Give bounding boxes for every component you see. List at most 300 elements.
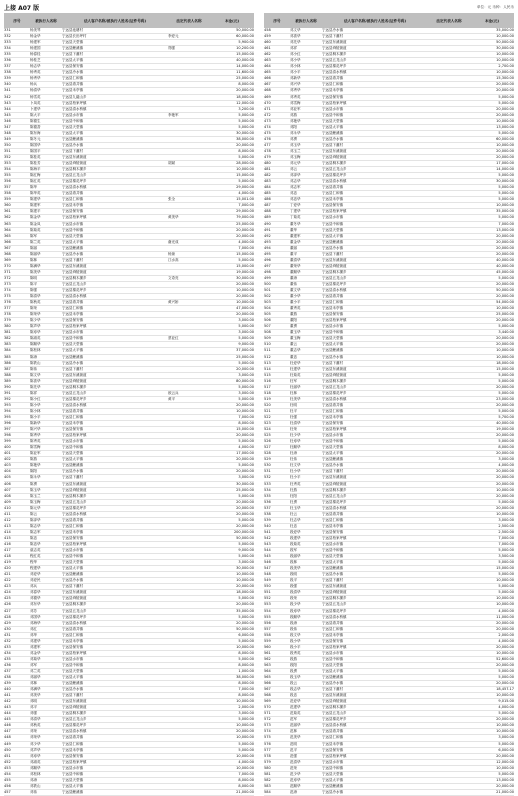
cell-party: 宁远县湾井镇 bbox=[322, 511, 343, 516]
cell-representative bbox=[168, 506, 210, 511]
cell-representative bbox=[428, 705, 470, 710]
cell-amount: 20,000.00 bbox=[236, 312, 254, 317]
cell-amount: 15,000.00 bbox=[236, 173, 254, 178]
cell-no: 581 bbox=[264, 771, 271, 776]
cell-name: 陈玉兰 bbox=[30, 493, 41, 498]
cell-name: 杜强 bbox=[290, 415, 297, 419]
cell-amount: 10,000.00 bbox=[496, 723, 514, 728]
cell-party: 宁远县天堂镇 bbox=[62, 40, 83, 45]
cell-amount: 14,000.00 bbox=[496, 167, 514, 172]
header-no: 序号 bbox=[273, 18, 281, 23]
cell-name: 陈平 bbox=[30, 281, 37, 286]
cell-party: 宁远县太平镇 bbox=[322, 668, 343, 673]
cell-no: 349 bbox=[4, 136, 11, 141]
cell-no: 372 bbox=[4, 275, 11, 280]
cell-name: 段少华 bbox=[290, 602, 301, 607]
cell-name: 邓秋英 bbox=[30, 723, 41, 728]
cell-representative: 张全 bbox=[168, 197, 175, 202]
cell-representative bbox=[168, 621, 210, 626]
cell-amount: 47,000.00 bbox=[236, 306, 254, 311]
cell-representative bbox=[428, 475, 470, 480]
cell-no: 414 bbox=[4, 529, 11, 534]
cell-amount: 5,000.00 bbox=[238, 179, 254, 184]
cell-party: 宁远县下灌村 bbox=[322, 578, 343, 583]
cell-no: 342 bbox=[4, 94, 11, 99]
cell-party: 宁远县柏家坪镇 bbox=[62, 215, 87, 220]
cell-name: 陈小红 bbox=[30, 396, 41, 401]
cell-representative bbox=[168, 107, 210, 112]
cell-representative bbox=[168, 385, 210, 390]
cell-amount: 5,000.00 bbox=[238, 336, 254, 341]
cell-amount: 5,000.00 bbox=[498, 94, 514, 99]
cell-no: 338 bbox=[4, 70, 11, 75]
cell-name: 杜美华 bbox=[290, 396, 301, 401]
cell-party: 宁远县五龙山乡 bbox=[322, 711, 347, 716]
cell-amount: 30,000.00 bbox=[236, 566, 254, 571]
cell-representative bbox=[168, 403, 210, 408]
cell-no: 335 bbox=[4, 52, 11, 57]
cell-amount: 5,000.00 bbox=[498, 590, 514, 595]
cell-representative bbox=[168, 76, 210, 81]
cell-amount: 7,000.00 bbox=[238, 771, 254, 776]
cell-representative bbox=[428, 500, 470, 505]
cell-amount: 40,000.00 bbox=[496, 257, 514, 262]
cell-amount: 13,000.00 bbox=[496, 124, 514, 129]
cell-amount: 10,000.00 bbox=[496, 203, 514, 208]
cell-name: 陈淑英 bbox=[30, 336, 41, 341]
cell-name: 邓芳 bbox=[30, 608, 37, 613]
cell-no: 583 bbox=[264, 783, 271, 788]
cell-party: 宁远县仁和镇 bbox=[322, 300, 343, 305]
cell-amount: 17,000.00 bbox=[236, 451, 254, 456]
cell-no: 433 bbox=[4, 644, 11, 649]
cell-amount: 12,000.00 bbox=[496, 759, 514, 764]
cell-name: 范平 bbox=[290, 747, 297, 752]
cell-party: 宁远县桐木漯乡 bbox=[322, 378, 347, 383]
cell-no: 383 bbox=[4, 342, 11, 347]
cell-name: 段云 bbox=[290, 681, 297, 686]
cell-no: 423 bbox=[4, 584, 11, 589]
cell-no: 538 bbox=[264, 511, 271, 516]
cell-no: 526 bbox=[264, 439, 271, 444]
cell-amount: 40,000.00 bbox=[496, 263, 514, 268]
cell-representative bbox=[168, 143, 210, 148]
header-representative: 法定代表人名称 bbox=[176, 18, 202, 23]
cell-amount: 2,500.00 bbox=[498, 529, 514, 534]
cell-name: 邓声华 bbox=[30, 747, 41, 752]
cell-representative bbox=[428, 651, 470, 656]
cell-amount: 18,000.00 bbox=[496, 360, 514, 365]
cell-name: 陈铁山 bbox=[30, 360, 41, 365]
cell-representative bbox=[168, 512, 210, 517]
cell-party: 宁远县保安镇 bbox=[322, 638, 343, 643]
cell-representative bbox=[428, 34, 470, 39]
cell-party: 宁远县天堂镇 bbox=[322, 336, 343, 341]
cell-amount: 20,000.00 bbox=[496, 82, 514, 87]
cell-representative: 黄平 bbox=[168, 396, 175, 401]
header-party: 法人客户名称/被执行人姓名(证件号码) bbox=[343, 18, 407, 23]
cell-amount: 25,000.00 bbox=[236, 487, 254, 492]
cell-amount: 20,000.00 bbox=[496, 239, 514, 244]
cell-name: 邓明 bbox=[30, 699, 37, 704]
cell-party: 宁远县湾井镇 bbox=[62, 735, 83, 740]
cell-party: 宁远县禾亭镇 bbox=[62, 638, 83, 643]
unit-currency-note: 单位：元 币种：人民币 bbox=[476, 5, 514, 9]
cell-name: 陈小林 bbox=[30, 408, 41, 413]
cell-party: 宁远县舜陵街道 bbox=[322, 154, 347, 159]
cell-party: 宁远县棉花坪乡 bbox=[322, 281, 347, 286]
cell-representative bbox=[428, 64, 470, 69]
cell-party: 宁远县湾井镇 bbox=[62, 300, 83, 305]
cell-name: 杜阳 bbox=[290, 493, 297, 498]
cell-name: 邓元华 bbox=[290, 161, 301, 166]
cell-no: 409 bbox=[4, 499, 11, 504]
cell-party: 宁远县仁和镇 bbox=[62, 632, 83, 637]
cell-no: 472 bbox=[264, 112, 271, 117]
cell-party: 宁远县中和镇 bbox=[322, 112, 343, 117]
cell-no: 521 bbox=[264, 408, 271, 413]
cell-name: 陈秀英 bbox=[30, 439, 41, 444]
cell-party: 宁远县柏家坪镇 bbox=[322, 753, 347, 758]
cell-party: 宁远县中和镇 bbox=[322, 656, 343, 661]
cell-amount: 20,000.00 bbox=[236, 499, 254, 504]
cell-amount: 7,000.00 bbox=[238, 687, 254, 692]
cell-amount: 5,000.00 bbox=[238, 439, 254, 444]
cell-party: 宁远县鲤溪镇 bbox=[322, 457, 343, 462]
cell-no: 470 bbox=[264, 100, 271, 105]
cell-party: 宁远县清水桥镇 bbox=[322, 179, 347, 184]
cell-name: 段志华 bbox=[290, 687, 301, 692]
cell-no: 370 bbox=[4, 263, 11, 268]
cell-party: 宁远县清水桥镇 bbox=[322, 396, 347, 401]
cell-no: 490 bbox=[264, 221, 271, 226]
cell-party: 宁远县棉花坪乡 bbox=[322, 390, 347, 395]
cell-party: 宁远县下灌村 bbox=[322, 142, 343, 147]
cell-amount: 10,000.00 bbox=[496, 487, 514, 492]
cell-representative bbox=[428, 482, 470, 487]
cell-party: 宁远县中和镇 bbox=[322, 221, 343, 226]
cell-no: 390 bbox=[4, 384, 11, 389]
cell-amount: 20,000.00 bbox=[236, 584, 254, 589]
cell-no: 340 bbox=[4, 82, 11, 87]
cell-name: 邓爱民 bbox=[30, 578, 41, 583]
cell-amount: 20,000.00 bbox=[236, 505, 254, 510]
cell-name: 邓顺华 bbox=[30, 765, 41, 770]
cell-no: 495 bbox=[264, 251, 271, 256]
cell-representative bbox=[168, 542, 210, 547]
cell-party: 宁远县冷水镇 bbox=[62, 687, 83, 692]
cell-amount: 3,000.00 bbox=[238, 560, 254, 565]
cell-no: 385 bbox=[4, 354, 11, 359]
cell-amount: 10,000.00 bbox=[236, 723, 254, 728]
cell-representative bbox=[168, 494, 210, 499]
cell-name: 董燕 bbox=[290, 312, 297, 317]
cell-no: 452 bbox=[4, 759, 11, 764]
cell-representative bbox=[428, 639, 470, 644]
cell-name: 陈大平 bbox=[30, 112, 41, 117]
cell-party: 宁远县湾井镇 bbox=[322, 729, 343, 734]
cell-party: 宁远县中和镇 bbox=[62, 336, 83, 341]
cell-representative bbox=[428, 469, 470, 474]
cell-party: 宁远县冷水镇 bbox=[322, 245, 343, 250]
cell-party: 宁远县鲤溪镇 bbox=[322, 239, 343, 244]
cell-amount: 5,000.00 bbox=[498, 390, 514, 395]
cell-no: 565 bbox=[264, 675, 271, 680]
page-header bbox=[4, 3, 514, 13]
cell-no: 365 bbox=[4, 233, 11, 238]
cell-representative bbox=[428, 222, 470, 227]
cell-party: 宁远县五龙山乡 bbox=[62, 173, 87, 178]
cell-representative bbox=[428, 173, 470, 178]
cell-representative bbox=[428, 258, 470, 263]
cell-no: 561 bbox=[264, 650, 271, 655]
cell-no: 549 bbox=[264, 578, 271, 583]
cell-party: 宁远县柏家坪镇 bbox=[322, 644, 347, 649]
cell-representative bbox=[428, 288, 470, 293]
cell-name: 范菊英 bbox=[290, 711, 301, 716]
cell-no: 578 bbox=[264, 753, 271, 758]
cell-amount: 5,000.00 bbox=[238, 124, 254, 129]
cell-name: 丁建华 bbox=[290, 209, 301, 214]
cell-party: 宁远县太平镇 bbox=[62, 239, 83, 244]
cell-no: 534 bbox=[264, 487, 271, 492]
cell-name: 董秀英 bbox=[290, 306, 301, 311]
cell-party: 宁远县东溪街道 bbox=[322, 475, 347, 480]
cell-amount: 5,000.00 bbox=[238, 257, 254, 262]
cell-no: 454 bbox=[4, 771, 11, 776]
cell-no: 511 bbox=[264, 348, 271, 353]
cell-name: 陈云 bbox=[30, 511, 37, 516]
cell-party: 宁远县天堂镇 bbox=[62, 560, 83, 565]
cell-party: 宁远县鲤溪镇 bbox=[322, 130, 343, 135]
cell-amount: 4,000.00 bbox=[238, 759, 254, 764]
cell-amount: 5,000.00 bbox=[498, 560, 514, 565]
cell-name: 董云 bbox=[290, 342, 297, 347]
cell-amount: 25,000.00 bbox=[236, 221, 254, 226]
cell-name: 邓东华 bbox=[30, 602, 41, 607]
cell-no: 391 bbox=[4, 390, 11, 395]
cell-representative bbox=[428, 88, 470, 93]
cell-amount: 52,600.00 bbox=[496, 656, 514, 661]
cell-name: 范少华 bbox=[290, 771, 301, 776]
cell-no: 492 bbox=[264, 233, 271, 238]
cell-no: 427 bbox=[4, 608, 11, 613]
cell-amount: 20,000.00 bbox=[496, 245, 514, 250]
table-column-right bbox=[264, 13, 514, 794]
cell-representative bbox=[168, 500, 210, 505]
cell-representative bbox=[168, 463, 210, 468]
cell-amount: 18,000.00 bbox=[236, 590, 254, 595]
cell-name: 杨建军 bbox=[30, 40, 41, 45]
cell-amount: 5,700.00 bbox=[498, 415, 514, 419]
cell-party: 宁远县桐木漯乡 bbox=[322, 269, 347, 274]
cell-representative bbox=[168, 179, 210, 184]
cell-party: 宁远县禾亭镇 bbox=[62, 88, 83, 93]
cell-representative bbox=[428, 215, 470, 220]
cell-name: 杜荣 bbox=[290, 427, 297, 432]
cell-representative bbox=[428, 191, 470, 196]
cell-no: 503 bbox=[264, 300, 271, 305]
cell-representative bbox=[168, 778, 210, 783]
cell-representative bbox=[428, 76, 470, 81]
cell-no: 462 bbox=[264, 52, 271, 57]
cell-no: 563 bbox=[264, 662, 271, 667]
cell-representative bbox=[428, 197, 470, 202]
cell-representative bbox=[168, 602, 210, 607]
cell-party: 宁远县柏家坪镇 bbox=[62, 324, 87, 329]
cell-name: 董顺华 bbox=[290, 269, 301, 274]
cell-amount: 20,000.00 bbox=[236, 227, 254, 232]
cell-representative bbox=[428, 246, 470, 251]
cell-name: 邓松林 bbox=[30, 771, 41, 776]
cell-name: 陈国华 bbox=[30, 142, 41, 147]
cell-no: 350 bbox=[4, 142, 11, 147]
cell-party: 宁远县舜陵街道 bbox=[62, 269, 87, 274]
cell-party: 宁远县太平镇 bbox=[62, 130, 83, 135]
cell-no: 555 bbox=[264, 614, 271, 619]
cell-no: 442 bbox=[4, 699, 11, 704]
cell-no: 525 bbox=[264, 433, 271, 438]
cell-amount: 15,000.00 bbox=[236, 251, 254, 256]
cell-name: 杜丽华 bbox=[290, 384, 301, 389]
cell-party: 宁远县清水桥镇 bbox=[62, 729, 87, 734]
cell-no: 451 bbox=[4, 753, 11, 758]
cell-amount: 20,000.00 bbox=[236, 142, 254, 147]
cell-name: 邓阳 bbox=[290, 124, 297, 129]
cell-name: 陈清华 bbox=[30, 294, 41, 299]
cell-name: 杜小平 bbox=[290, 475, 301, 480]
cell-amount: 20,000.00 bbox=[496, 644, 514, 649]
cell-amount: 5,000.00 bbox=[498, 711, 514, 716]
cell-no: 343 bbox=[4, 100, 11, 105]
cell-party: 宁远县东溪街道 bbox=[322, 40, 347, 45]
cell-no: 479 bbox=[264, 154, 271, 159]
cell-name: 董丽 bbox=[290, 245, 297, 250]
cell-name: 陈玉华 bbox=[30, 487, 41, 492]
cell-representative bbox=[428, 82, 470, 87]
cell-party: 宁远县湾井镇 bbox=[62, 82, 83, 87]
cell-no: 566 bbox=[264, 681, 271, 686]
cell-representative: 李爱元 bbox=[168, 34, 179, 39]
cell-amount: 9,000.00 bbox=[238, 342, 254, 347]
cell-no: 429 bbox=[4, 620, 11, 625]
cell-party: 宁远县保安镇 bbox=[62, 427, 83, 432]
cell-party: 宁远县禾亭镇 bbox=[322, 88, 343, 93]
cell-amount: 15,001.00 bbox=[236, 197, 254, 202]
cell-representative bbox=[428, 457, 470, 462]
cell-party: 宁远县仁和镇 bbox=[62, 197, 83, 202]
cell-party: 宁远县清水桥镇 bbox=[62, 294, 87, 299]
cell-no: 403 bbox=[4, 463, 11, 468]
cell-amount: 17,000.00 bbox=[496, 161, 514, 166]
cell-representative bbox=[168, 264, 210, 269]
cell-no: 505 bbox=[264, 312, 271, 317]
cell-party: 宁远县舜陵街道 bbox=[62, 161, 87, 166]
cell-name: 范寿华 bbox=[290, 777, 301, 782]
cell-representative bbox=[168, 748, 210, 753]
cell-party: 宁远县鲤溪镇 bbox=[62, 572, 83, 577]
cell-no: 543 bbox=[264, 541, 271, 546]
cell-party: 宁远县舜陵街道 bbox=[62, 378, 87, 383]
cell-amount: 5,000.00 bbox=[238, 493, 254, 498]
cell-no: 386 bbox=[4, 360, 11, 365]
cell-party: 宁远县仁和镇 bbox=[322, 408, 343, 413]
cell-amount: 5,000.00 bbox=[238, 541, 254, 546]
cell-party: 宁远县天堂镇 bbox=[62, 342, 83, 347]
cell-party: 宁远县保安镇 bbox=[322, 312, 343, 317]
cell-no: 445 bbox=[4, 717, 11, 722]
cell-amount: 5,000.00 bbox=[238, 614, 254, 619]
cell-representative: 杨琼 bbox=[168, 251, 175, 256]
cell-representative bbox=[428, 760, 470, 765]
cell-representative bbox=[428, 403, 470, 408]
cell-amount: 5,000.00 bbox=[238, 112, 254, 117]
cell-representative bbox=[168, 270, 210, 275]
cell-representative bbox=[428, 742, 470, 747]
cell-no: 419 bbox=[4, 560, 11, 565]
cell-party: 宁远县棉花坪乡 bbox=[322, 499, 347, 504]
cell-name: 邓忠 bbox=[290, 191, 297, 196]
cell-party: 宁远县鲤溪镇 bbox=[322, 783, 343, 788]
cell-party: 宁远县仁和镇 bbox=[62, 523, 83, 528]
cell-amount: 4,000.00 bbox=[238, 239, 254, 244]
cell-party: 宁远县水市镇 bbox=[322, 106, 343, 111]
cell-representative bbox=[428, 451, 470, 456]
cell-no: 366 bbox=[4, 239, 11, 244]
cell-name: 范顺华 bbox=[290, 783, 301, 788]
cell-name: 范美华 bbox=[290, 735, 301, 740]
cell-party: 宁远县水市镇 bbox=[322, 759, 343, 764]
cell-name: 杜云 bbox=[290, 511, 297, 516]
cell-party: 宁远县舜陵街道 bbox=[322, 699, 347, 704]
cell-amount: 5,000.00 bbox=[238, 517, 254, 522]
cell-representative bbox=[168, 457, 210, 462]
cell-representative bbox=[168, 228, 210, 233]
cell-name: 段明 bbox=[290, 572, 297, 577]
cell-representative bbox=[428, 119, 470, 124]
cell-name: 范明 bbox=[290, 741, 297, 746]
cell-party: 宁远县中和镇 bbox=[62, 118, 83, 123]
cell-party: 宁远县五龙山乡 bbox=[322, 167, 347, 172]
cell-name: 董涛 bbox=[290, 275, 297, 280]
cell-party: 宁远县柏家坪镇 bbox=[322, 209, 347, 214]
cell-name: 程建华 bbox=[30, 566, 41, 571]
cell-name: 杜明 bbox=[290, 402, 297, 407]
cell-representative bbox=[428, 633, 470, 638]
cell-name: 段玉华 bbox=[290, 675, 301, 680]
cell-representative bbox=[428, 542, 470, 547]
cell-name: 陈桂芳 bbox=[30, 161, 41, 166]
cell-representative bbox=[168, 482, 210, 487]
cell-name: 陈国平 bbox=[30, 148, 41, 153]
cell-representative bbox=[168, 754, 210, 759]
cell-no: 501 bbox=[264, 288, 271, 293]
cell-party: 宁远县中和镇 bbox=[322, 548, 343, 553]
cell-name: 陈小华 bbox=[30, 402, 41, 407]
cell-representative bbox=[168, 711, 210, 716]
cell-name: 邓秀华 bbox=[290, 88, 301, 93]
cell-no: 584 bbox=[264, 789, 271, 794]
cell-amount: 20,000.00 bbox=[236, 294, 254, 299]
cell-representative bbox=[428, 566, 470, 571]
cell-amount: 20,000.00 bbox=[496, 402, 514, 407]
cell-party: 宁远县桐木漯乡 bbox=[322, 52, 347, 57]
cell-name: 陈秋英 bbox=[30, 300, 41, 305]
cell-amount: 10,000.00 bbox=[496, 118, 514, 123]
cell-amount: 10,000.00 bbox=[236, 765, 254, 770]
cell-party: 宁远县禾亭镇 bbox=[62, 747, 83, 752]
cell-representative bbox=[428, 590, 470, 595]
